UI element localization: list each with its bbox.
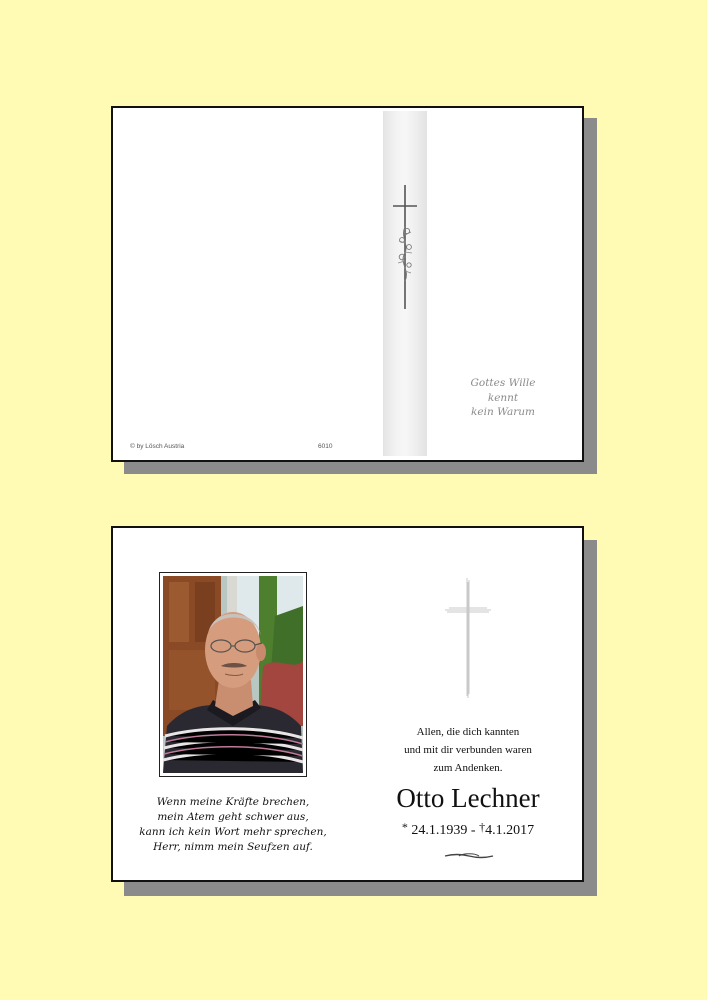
remembrance-line: zum Andenken. (433, 762, 503, 774)
decorative-strip (383, 111, 427, 456)
remembrance-line: und mit dir verbunden waren (404, 744, 532, 756)
photo-frame (159, 572, 307, 777)
poem (133, 795, 333, 855)
cross-with-flowers-icon (390, 185, 420, 313)
verse-line: kennt (487, 391, 519, 404)
cross-icon (443, 578, 493, 698)
poem-line: Wenn meine Kräfte brechen, (156, 796, 310, 808)
copyright-notice: © by Lösch Austria (130, 443, 185, 450)
article-number: 6010 (318, 443, 333, 450)
birth-date: 24.1.1939 (411, 823, 468, 838)
poem-line: mein Atem geht schwer aus, (157, 811, 309, 823)
remembrance-text (363, 723, 573, 777)
date-separator: - (470, 823, 476, 838)
death-date: 4.1.2017 (485, 823, 535, 838)
inside-card (111, 526, 584, 882)
death-symbol: † (479, 820, 486, 834)
verse (443, 376, 563, 420)
verse-line: Gottes Wille (470, 377, 536, 389)
ornament-icon (443, 853, 495, 859)
remembrance-line: Allen, die dich kannten (416, 726, 520, 738)
portrait-photo (163, 576, 303, 773)
outside-card (111, 106, 584, 462)
deceased-name: Otto Lechner (396, 783, 540, 813)
verse-line: kein Warum (471, 406, 535, 418)
life-dates (353, 820, 583, 839)
birth-symbol: * (401, 820, 408, 834)
poem-line: Herr, nimm mein Seufzen auf. (153, 841, 313, 853)
poem-line: kann ich kein Wort mehr sprechen, (139, 826, 327, 838)
